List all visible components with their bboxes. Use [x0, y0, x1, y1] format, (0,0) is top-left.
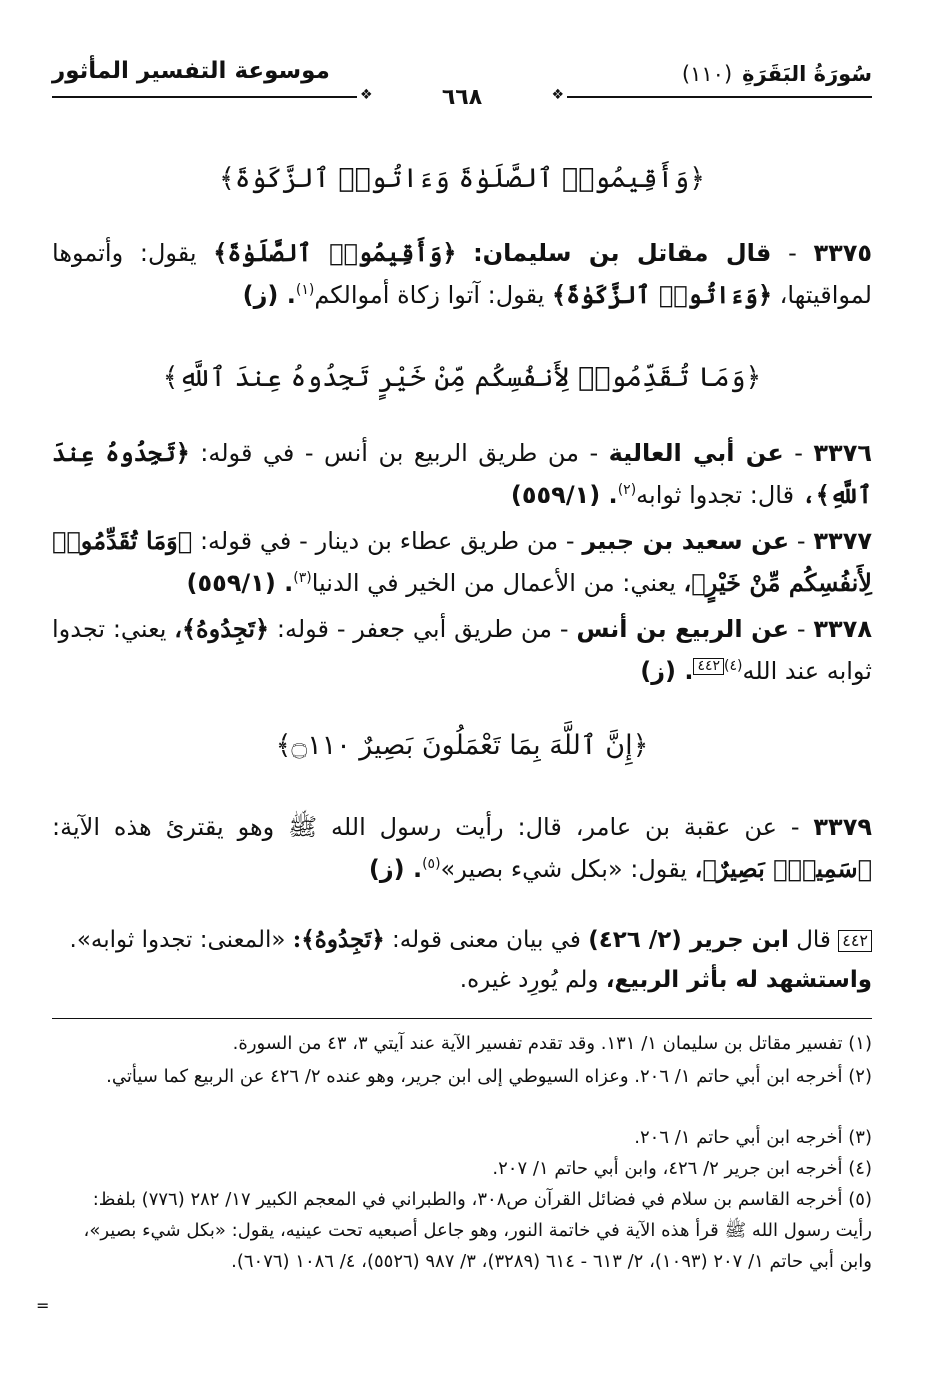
- entry-text: - من طريق عطاء بن دينار - في قوله:: [199, 527, 575, 555]
- footnote-4: (٤) أخرجه ابن جرير ٢/ ٤٢٦، وابن أبي حاتم ١/ ٢٠٧.: [492, 1158, 872, 1179]
- running-head-book: موسوعة التفسير المأثور: [52, 58, 330, 84]
- commentary-text: في بيان معنى قوله:: [392, 927, 581, 953]
- quran-quote: ﴿تَجِدُوهُ﴾،: [174, 614, 270, 643]
- entry-number: ٣٣٧٥: [813, 239, 873, 267]
- entry-narrator: عن أبي العالية: [608, 439, 784, 467]
- quran-quote: ﴿وَمَا تُقَدِّمُوا۟ لِأَنفُسِكُم مِّنْ خَيْرٍ﴾،: [52, 526, 872, 597]
- footnote-ref: (٥): [422, 856, 441, 872]
- entry-text: يعني: تجدوا ثوابه عند الله: [52, 615, 872, 685]
- footnote-2: (٢) أخرجه ابن أبي حاتم ١/ ٢٠٦. وعزاه السيوطي إلى ابن جرير، وهو عنده ٢/ ٤٢٦ عن الربيع كما سيأتي.: [106, 1066, 872, 1087]
- entry-text: - من طريق الربيع بن أنس - في قوله:: [200, 439, 599, 467]
- quran-quote: ﴿تَجِدُوهُ﴾:: [292, 926, 385, 953]
- commentary-ref-box: ٤٤٢: [693, 658, 724, 675]
- verse-heading: ﴿إِنَّ ٱللَّهَ بِمَا تَعْمَلُونَ بَصِيرٌ ۝١١٠﴾: [275, 730, 649, 761]
- entry-number: ٣٣٧٩: [813, 813, 872, 841]
- entry-3376: ٣٣٧٦ - عن أبي العالية - من طريق الربيع بن أنس - في قوله: ﴿تَجِدُوهُ عِندَ ٱللَّهِ﴾، قال: تجدوا ثوابه$^{(٢)}$. (٥٥٩/١): [52, 438, 872, 509]
- source-mark: . (٥٥٩/١): [186, 569, 294, 597]
- commentary-bold: واستشهد له بأثر الربيع،: [605, 967, 872, 993]
- entry-text: يعني: من الأعمال من الخير في الدنيا: [311, 569, 676, 597]
- entry-3377: ٣٣٧٧ - عن سعيد بن جبير - من طريق عطاء بن دينار - في قوله: ﴿وَمَا تُقَدِّمُوا۟ لِأَنفُسِكُم مِّنْ خَيْرٍ﴾، يعني: من الأعمال من الخير في الدنيا$^{(٣)}$. (٥٥٩/١): [52, 526, 872, 597]
- running-head-surah: [682, 62, 872, 86]
- margin-mark: =: [36, 1296, 50, 1315]
- quran-quote: ﴿تَجِدُوهُ عِندَ ٱللَّهِ﴾،: [52, 438, 872, 509]
- entry-text: يقول: «بكل شيء بصير»: [440, 855, 688, 883]
- verse-range: (١١٠): [681, 62, 733, 86]
- verse-heading: ﴿وَمَا تُقَدِّمُوا۟ لِأَنفُسِكُم مِّنْ خَيْرٍ تَجِدُوهُ عِندَ ٱللَّهِ﴾: [162, 362, 762, 393]
- entry-3378: ٣٣٧٨ - عن الربيع بن أنس - من طريق أبي جعفر - قوله: ﴿تَجِدُوهُ﴾، يعني: تجدوا ثوابه عند الله$^{(٤)}$٤٤٢. (ز): [52, 614, 872, 685]
- commentary-author: ابن جرير (٢/ ٤٢٦): [588, 927, 789, 953]
- entry-narrator: عن الربيع بن أنس: [576, 615, 790, 643]
- entry-number: ٣٣٧٦: [813, 439, 872, 467]
- footnote-5: (٥) أخرجه القاسم بن سلام في فضائل القرآن ص٣٠٨، والطبراني في المعجم الكبير ١٧/ ٢٨٢ (٧٧٦) بلفظ: رأيت رسول الله ﷺ قرأ هذه الآية في خاتمة النور، وهو جاعل أصبعيه تحت عينيه، يقول: «بكل شيء بصير»، وابن أبي حاتم ١/ ٢٠٧ (١٠٩٣)، ٢/ ٦١٣ - ٦١٤ (٣٢٨٩)، ٣/ ٩٨٧ (٥٥٢٦)، ٤/ ١٠٨٦ (٦٠٧٦).: [83, 1189, 872, 1272]
- entry-text: قال: تجدوا ثوابه: [636, 481, 795, 509]
- surah-name: سُورَةُ البَقَرَةِ: [742, 62, 872, 86]
- source-mark: . (ز): [640, 657, 694, 685]
- commentary-text: «المعنى: تجدوا ثوابه».: [69, 927, 286, 953]
- footnote-ref: (٣): [293, 570, 312, 586]
- ornament-icon: ❖: [360, 87, 373, 103]
- footnote-ref: (٤): [724, 658, 743, 674]
- entry-3375: ٣٣٧٥ - قال مقاتل بن سليمان: ﴿وَأَقِيمُوا۟ ٱلصَّلَوٰةَ﴾ يقول: وأتموها لمواقيتها، ﴿وَءَاتُوا۟ ٱلزَّكَوٰةَ﴾ يقول: آتوا زكاة أموالكم$^{(١)}$. (ز): [52, 238, 873, 309]
- source-mark: . (ز): [242, 281, 296, 309]
- entry-number: ٣٣٧٨: [813, 615, 872, 643]
- quran-quote: ﴿سَمِيعٌۢ بَصِيرٌ﴾،: [694, 854, 872, 883]
- source-mark: . (ز): [368, 855, 423, 883]
- quran-quote: ﴿وَأَقِيمُوا۟ ٱلصَّلَوٰةَ﴾: [213, 238, 457, 267]
- book-page: [52, 0, 872, 1382]
- verse-heading: ﴿وَأَقِيمُوا۟ ٱلصَّلَوٰةَ وَءَاتُوا۟ ٱلزَّكَوٰةَ﴾: [218, 163, 706, 194]
- footnote-ref: (١): [295, 282, 315, 298]
- entry-narrator: عن سعيد بن جبير: [582, 527, 790, 555]
- commentary-note: [52, 920, 872, 1000]
- entry-3379: [52, 806, 872, 890]
- entry-number: ٣٣٧٧: [813, 527, 872, 555]
- commentary-lead: قال: [796, 927, 831, 953]
- footnote-ref: (٢): [617, 482, 637, 498]
- footnote-1: (١) تفسير مقاتل بن سليمان ١/ ١٣١. وقد تقدم تفسير الآية عند آيتي ٣، ٤٣ من السورة.: [232, 1033, 872, 1054]
- source-mark: . (٥٥٩/١): [510, 481, 618, 509]
- commentary-box-number: ٤٤٢: [838, 930, 872, 952]
- entry-text: - عن عقبة بن عامر، قال: رأيت رسول الله ﷺ وهو يقترئ هذه الآية:: [52, 813, 800, 841]
- page-header: [52, 50, 872, 110]
- entry-text: - من طريق أبي جعفر - قوله:: [276, 615, 569, 643]
- commentary-text: ولم يُورِد غيره.: [459, 967, 599, 993]
- entry-text: يقول: آتوا زكاة أموالكم: [314, 281, 545, 309]
- footnote-divider: [52, 1018, 872, 1019]
- page-number: ٦٦٨: [441, 85, 483, 110]
- footnote-3: (٣) أخرجه ابن أبي حاتم ١/ ٢٠٦.: [634, 1127, 872, 1148]
- quran-quote: ﴿وَءَاتُوا۟ ٱلزَّكَوٰةَ﴾: [552, 280, 773, 309]
- entry-narrator: قال مقاتل بن سليمان:: [473, 239, 772, 267]
- ornament-icon: ❖: [551, 87, 564, 103]
- entry-text: يقول: وأتموها لمواقيتها،: [52, 239, 872, 309]
